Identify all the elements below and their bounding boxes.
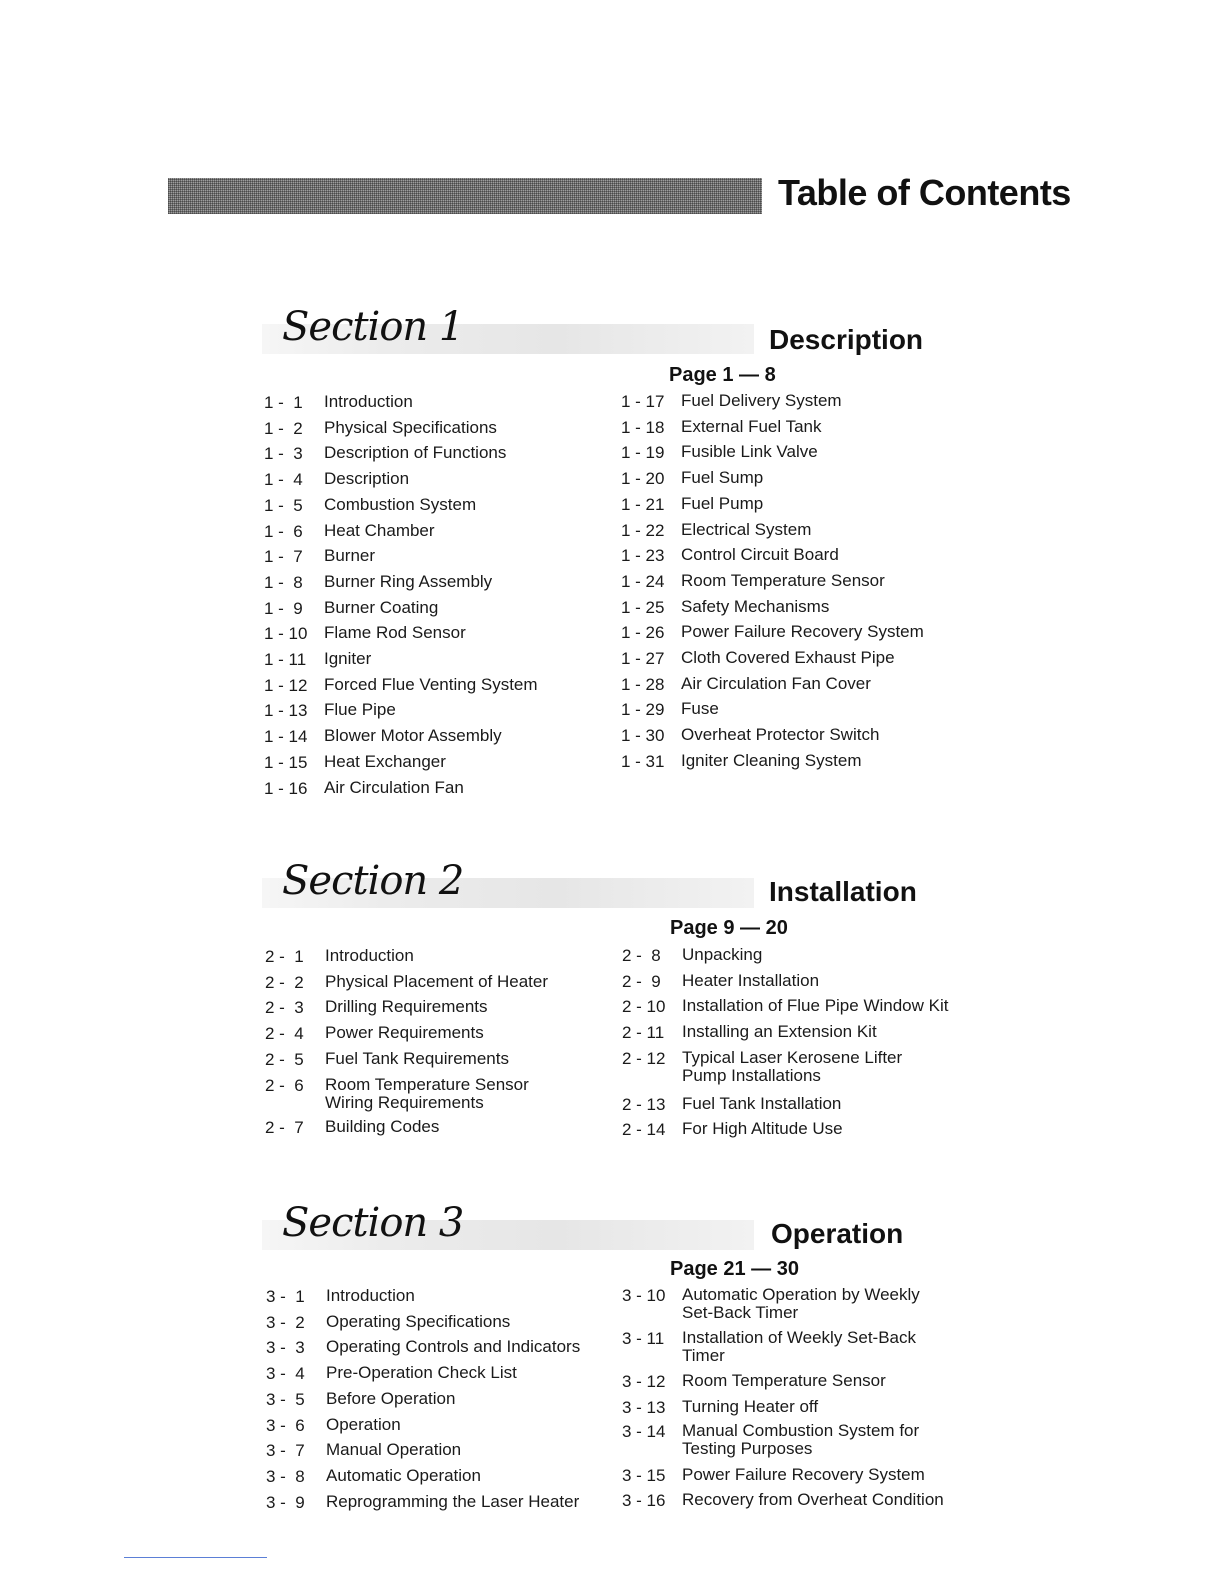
toc-entry-number: 3 - 16 [622,1491,666,1510]
toc-entry-title: Introduction [324,392,413,411]
toc-entry-number: 3 - 6 [266,1415,305,1435]
toc-entry-title: Room Temperature Sensor [681,570,885,590]
toc-entry-number: 1 - 1 [264,393,303,412]
toc-entry-title: Operation [326,1414,401,1434]
toc-entry-number: 3 - 2 [266,1312,305,1332]
toc-entry-number: 3 - 9 [266,1492,305,1512]
toc-entry-number: 2 - 4 [265,1024,304,1044]
toc-entry-number: 1 - 10 [264,624,308,644]
toc-entry-title: Flame Rod Sensor [324,623,466,643]
toc-entry-title: Fuel Tank Installation [682,1093,842,1113]
section-heading: Description [769,324,924,355]
toc-entry-number: 1 - 24 [621,571,665,591]
toc-entry-title: Fuel Sump [681,468,764,488]
toc-entry-title: Power Failure Recovery System [682,1465,925,1484]
toc-entry-title: Reprogramming the Laser Heater [326,1491,580,1511]
toc-entry-number: 1 - 31 [621,751,665,771]
toc-entry-title: Automatic Operation by Weekly Set-Back Timer [682,1285,920,1322]
toc-entry-title: Drilling Requirements [325,997,488,1017]
toc-entry-title: Heat Exchanger [324,751,446,771]
footer-rule [124,1557,267,1558]
toc-entry-number: 2 - 10 [622,997,666,1017]
toc-entry-title: Automatic Operation [326,1465,481,1485]
toc-entry-number: 1 - 30 [621,726,665,746]
toc-entry-number: 1 - 28 [621,674,665,694]
toc-entry-number: 2 - 14 [622,1120,666,1140]
toc-entry-title: Forced Flue Venting System [324,674,538,694]
toc-entry-number: 1 - 3 [264,444,303,464]
toc-entry-number: 1 - 19 [621,443,665,463]
toc-entry-title: Flue Pipe [324,700,396,720]
section-heading: Operation [771,1218,904,1249]
toc-entry-title: Building Codes [325,1117,440,1136]
toc-entry-number: 1 - 7 [264,547,303,567]
toc-entry-title: Burner [324,546,376,566]
toc-entry-number: 3 - 11 [622,1329,665,1348]
page-title: Table of Contents [778,172,1071,213]
toc-entry-title: Igniter Cleaning System [681,750,862,770]
toc-entry-title: Physical Specifications [324,417,497,437]
toc-entry-title: Air Circulation Fan [324,777,464,797]
toc-entry-number: 2 - 11 [622,1023,665,1043]
section-heading: Installation [769,876,917,907]
toc-entry-title: Fuel Delivery System [681,391,842,410]
toc-entry-number: 1 - 12 [264,675,308,695]
toc-entry-number: 1 - 26 [621,623,665,643]
toc-entry-title: Introduction [325,946,414,965]
toc-entry-number: 1 - 11 [264,650,307,669]
toc-entry-title: Overheat Protector Switch [681,725,880,745]
toc-entry-title: Power Failure Recovery System [681,622,924,642]
toc-entry-title: Blower Motor Assembly [324,726,502,746]
toc-entry-title: Description [324,469,410,489]
toc-entry-number: 2 - 5 [265,1049,304,1069]
toc-entry-title: Introduction [326,1286,415,1305]
toc-entry-number: 1 - 18 [621,417,665,437]
toc-entry-title: Heat Chamber [324,520,435,540]
section-script-label: Section 3 [282,1200,464,1246]
toc-entry-number: 1 - 5 [264,495,303,515]
toc-entry-title: Physical Placement of Heater [325,971,548,991]
toc-entry-number: 1 - 17 [621,392,665,411]
toc-entry-title: Burner Coating [324,597,439,617]
toc-entry-title: Cloth Covered Exhaust Pipe [681,648,895,667]
toc-entry-title: External Fuel Tank [681,416,822,436]
toc-entry-number: 2 - 6 [265,1075,304,1095]
toc-entry-number: 1 - 15 [264,752,308,772]
toc-entry-title: Heater Installation [682,970,820,990]
toc-entry-title: Manual Operation [326,1440,462,1460]
toc-entry-number: 3 - 4 [266,1364,305,1384]
toc-entry-title: Turning Heater off [682,1397,819,1416]
section-page-range: Page 9 — 20 [670,917,788,939]
toc-entry-title: Unpacking [682,945,763,964]
toc-entry-number: 3 - 15 [622,1466,666,1485]
toc-entry-title: Before Operation [326,1388,456,1408]
toc-entry-number: 1 - 21 [621,494,665,514]
toc-entry-title: Installing an Extension Kit [682,1022,877,1042]
toc-entry-title: Control Circuit Board [681,545,839,565]
toc-entry-number: 1 - 29 [621,700,665,720]
toc-entry-number: 2 - 12 [622,1048,666,1068]
toc-entry-title: Recovery from Overheat Condition [682,1490,944,1509]
toc-entry-title: Room Temperature Sensor [682,1371,886,1390]
toc-entry-title: Installation of Flue Pipe Window Kit [682,996,949,1016]
toc-entry-title: Burner Ring Assembly [324,571,493,591]
toc-entry-title: Fuse [681,699,719,719]
toc-entry-number: 1 - 6 [264,521,303,541]
toc-entry-number: 3 - 5 [266,1389,305,1409]
toc-entry-number: 1 - 16 [264,778,308,798]
toc-entry-title: Power Requirements [325,1023,484,1043]
toc-entry-number: 1 - 9 [264,598,303,618]
toc-entry-number: 1 - 4 [264,470,303,490]
toc-entry-title: Electrical System [681,519,812,539]
toc-entry-title: Air Circulation Fan Cover [681,673,871,693]
toc-entry-number: 3 - 3 [266,1338,305,1358]
toc-entry-number: 2 - 9 [622,971,661,991]
toc-entry-title: Installation of Weekly Set-Back Timer [682,1328,917,1365]
toc-entry-number: 1 - 22 [621,520,665,540]
toc-entry-number: 2 - 13 [622,1094,666,1114]
toc-entry-title: Fuel Pump [681,493,764,513]
toc-entry-title: Room Temperature Sensor Wiring Requirements [325,1074,529,1112]
section-script-label: Section 2 [282,858,464,904]
toc-entry-number: 1 - 8 [264,572,303,592]
toc-entry-title: Typical Laser Kerosene Lifter Pump Installations [682,1047,903,1085]
toc-entry-number: 1 - 2 [264,418,303,438]
toc-entry-title: Safety Mechanisms [681,596,830,616]
toc-entry-number: 3 - 10 [622,1286,666,1305]
header-bar [168,178,762,214]
toc-entry-title: Combustion System [324,494,477,514]
toc-entry-title: Pre-Operation Check List [326,1363,517,1383]
toc-entry-title: Operating Controls and Indicators [326,1337,581,1357]
toc-entry-number: 3 - 8 [266,1466,305,1486]
toc-entry-number: 2 - 7 [265,1118,304,1137]
toc-entry-number: 1 - 25 [621,597,665,617]
toc-entry-number: 3 - 7 [266,1441,305,1461]
section-page-range: Page 1 — 8 [669,364,776,386]
toc-entry-number: 3 - 1 [266,1287,305,1306]
toc-entry-number: 1 - 20 [621,469,665,489]
toc-entry-number: 1 - 27 [621,649,665,668]
toc-entry-title: Operating Specifications [326,1311,511,1331]
toc-entry-number: 2 - 2 [265,972,304,992]
section-page-range: Page 21 — 30 [670,1258,799,1280]
toc-entry-number: 3 - 13 [622,1398,666,1417]
toc-entry-title: For High Altitude Use [682,1119,843,1139]
toc-entry-title: Igniter [324,649,372,668]
toc-entry-number: 1 - 23 [621,546,665,566]
toc-entry-number: 3 - 14 [622,1422,666,1441]
toc-entry-number: 2 - 1 [265,947,304,966]
toc-entry-number: 1 - 14 [264,727,308,747]
toc-entry-title: Description of Functions [324,443,507,463]
section-script-label: Section 1 [282,304,464,350]
toc-entry-title: Fuel Tank Requirements [325,1048,509,1068]
toc-entry-title: Manual Combustion System for Testing Purposes [682,1421,920,1458]
toc-entry-number: 1 - 13 [264,701,308,721]
toc-entry-title: Fusible Link Valve [681,442,818,462]
toc-entry-number: 2 - 3 [265,998,304,1018]
toc-entry-number: 3 - 12 [622,1372,666,1391]
toc-entry-number: 2 - 8 [622,946,661,965]
